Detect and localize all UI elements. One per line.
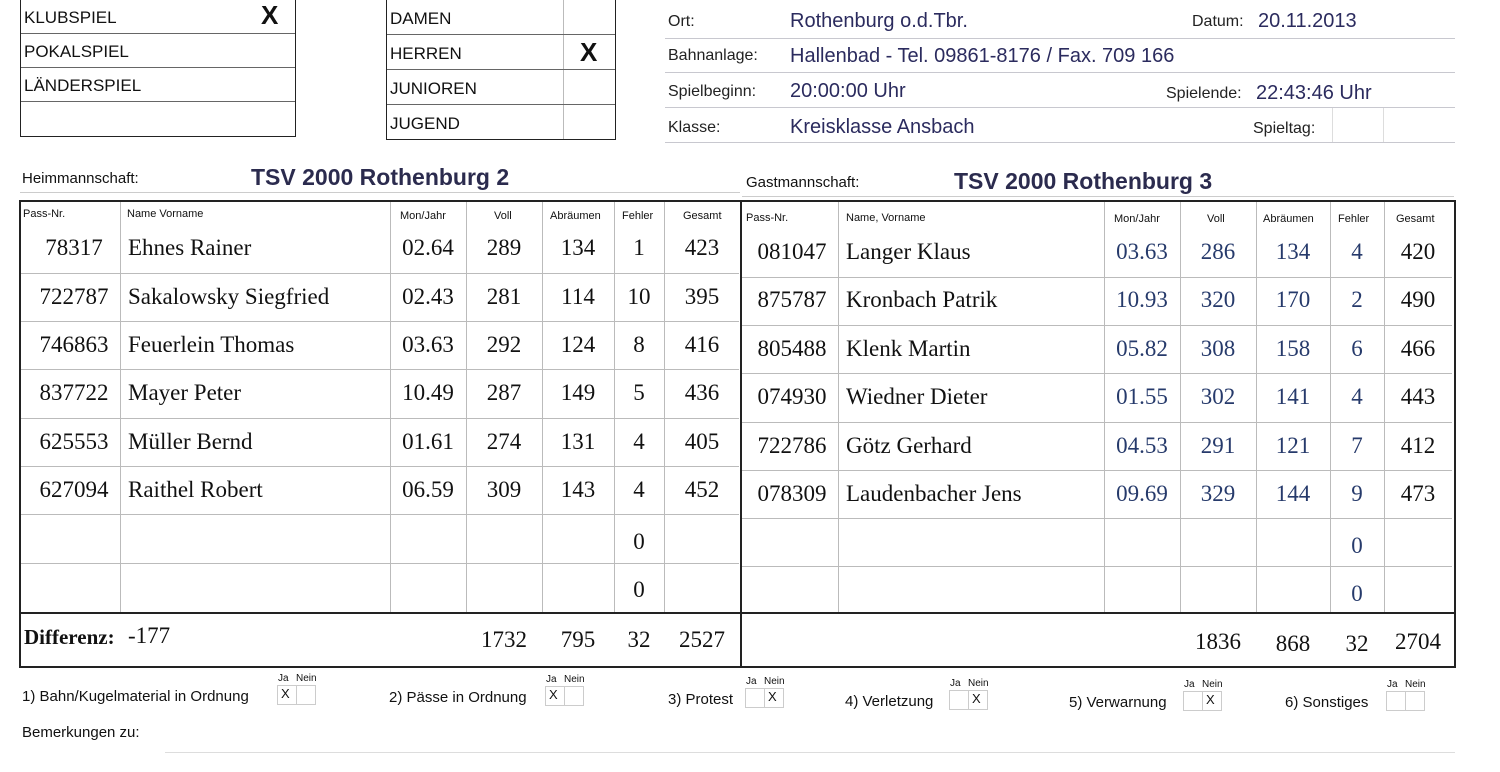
guest-team-label: Gastmannschaft: (746, 174, 860, 191)
home-header-gesamt: Gesamt (683, 210, 722, 222)
checklist-ja-header: Ja (278, 673, 289, 684)
home-cell-gesamt: 423 (684, 235, 720, 260)
home-cell-mon: 06.59 (402, 477, 454, 502)
home-cell-voll: 287 (486, 380, 522, 405)
guest-cell-abr: 121 (1275, 433, 1311, 458)
guest-cell-gesamt: 420 (1400, 239, 1436, 264)
guest-cell-pass: 722786 (757, 433, 827, 458)
guest-cell-fehler: 4 (1351, 384, 1363, 409)
checklist-ja-checkbox[interactable] (1386, 691, 1406, 711)
category-label: JUGEND (390, 114, 460, 133)
ort-label: Ort: (668, 13, 695, 30)
checklist-nein-mark: X (1206, 692, 1215, 707)
home-cell-gesamt: 416 (684, 332, 720, 357)
home-total-fehler: 32 (627, 627, 651, 652)
checklist-ja-mark: X (549, 687, 558, 702)
home-cell-fehler: 0 (633, 529, 645, 554)
home-cell-pass: 627094 (39, 477, 109, 502)
guest-cell-voll: 329 (1200, 481, 1236, 506)
home-cell-fehler: 5 (633, 380, 645, 405)
home-cell-pass: 746863 (39, 332, 109, 357)
guest-total-fehler: 32 (1345, 631, 1369, 656)
checklist-ja-header: Ja (746, 676, 757, 687)
row-line (742, 470, 1452, 471)
game-type-label: POKALSPIEL (24, 42, 129, 61)
row-line (742, 518, 1452, 519)
guest-cell-pass: 805488 (757, 336, 827, 361)
checklist-label: 5) Verwarnung (1069, 694, 1167, 711)
row-line (742, 373, 1452, 374)
home-cell-abr: 134 (560, 235, 596, 260)
guest-header-fehler: Fehler (1338, 213, 1370, 225)
game-type-check-mark: X (261, 0, 279, 30)
guest-cell-fehler: 2 (1351, 287, 1363, 312)
info-rule (665, 72, 1455, 73)
column-line (542, 202, 543, 612)
guest-cell-mon: 09.69 (1116, 481, 1168, 506)
home-cell-gesamt: 405 (684, 429, 720, 454)
checklist-label: 3) Protest (668, 691, 734, 708)
home-cell-abr: 131 (560, 429, 596, 454)
category-row-jugend[interactable] (387, 105, 615, 137)
home-cell-pass: 837722 (39, 380, 109, 405)
guest-cell-voll: 291 (1200, 433, 1236, 458)
checklist-ja-header: Ja (546, 674, 557, 685)
totals-divider (19, 612, 1454, 614)
guest-header-name: Name, Vorname (846, 212, 926, 224)
spielbeginn-value[interactable]: 20:00:00 Uhr (790, 80, 906, 102)
home-header-fehler: Fehler (622, 210, 654, 222)
checklist-nein-header: Nein (296, 673, 317, 684)
home-cell-abr: 143 (560, 477, 596, 502)
checklist-nein-mark: X (972, 691, 981, 706)
row-line (21, 321, 739, 322)
guest-header-mon: Mon/Jahr (1114, 213, 1160, 225)
home-cell-mon: 02.64 (402, 235, 454, 260)
column-line (466, 202, 467, 612)
column-line (120, 202, 121, 612)
bemerkungen-line[interactable] (165, 752, 1455, 753)
home-header-mon: Mon/Jahr (400, 210, 446, 222)
home-cell-pass: 625553 (39, 429, 109, 454)
home-cell-fehler: 4 (633, 477, 645, 502)
guest-cell-voll: 320 (1200, 287, 1236, 312)
home-header-abr: Abräumen (550, 210, 601, 222)
home-cell-pass: 722787 (39, 284, 109, 309)
home-cell-pass: 78317 (45, 235, 103, 260)
row-line (21, 563, 739, 564)
checklist-nein-header: Nein (1405, 679, 1426, 690)
checklist-nein-checkbox[interactable] (564, 686, 584, 706)
home-cell-mon: 02.43 (402, 284, 454, 309)
row-line (21, 514, 739, 515)
guest-cell-name: Kronbach Patrik (846, 287, 998, 312)
home-total-abr: 795 (560, 627, 596, 652)
guest-cell-abr: 170 (1275, 287, 1311, 312)
checklist-ja-mark: X (281, 686, 290, 701)
guest-header-abr: Abräumen (1263, 213, 1314, 225)
guest-cell-pass: 875787 (757, 287, 827, 312)
guest-cell-name: Laudenbacher Jens (846, 481, 1022, 506)
home-header-pass: Pass-Nr. (23, 208, 66, 220)
home-cell-fehler: 10 (627, 284, 651, 309)
spieltag-field[interactable] (1332, 108, 1384, 142)
guest-header-voll: Voll (1207, 213, 1225, 225)
checklist-nein-checkbox[interactable] (296, 685, 316, 705)
row-line (21, 418, 739, 419)
home-cell-mon: 01.61 (402, 429, 454, 454)
spielende-value[interactable]: 22:43:46 Uhr (1256, 82, 1372, 104)
game-type-label: KLUBSPIEL (24, 8, 117, 27)
home-cell-name: Ehnes Rainer (128, 235, 252, 260)
home-cell-fehler: 0 (633, 577, 645, 602)
guest-cell-pass: 081047 (757, 239, 827, 264)
guest-cell-name: Langer Klaus (846, 239, 971, 264)
info-rule (665, 38, 1455, 39)
checklist-ja-header: Ja (950, 678, 961, 689)
home-cell-abr: 124 (560, 332, 596, 357)
guest-cell-fehler: 0 (1351, 581, 1363, 606)
guest-cell-fehler: 7 (1351, 433, 1363, 458)
spieltag-label: Spieltag: (1253, 120, 1316, 137)
guest-cell-abr: 144 (1275, 481, 1311, 506)
home-total-gesamt: 2527 (679, 627, 725, 652)
team-rule (742, 196, 1454, 197)
guest-cell-pass: 074930 (757, 384, 827, 409)
guest-cell-fehler: 4 (1351, 239, 1363, 264)
row-line (742, 277, 1452, 278)
column-line (664, 202, 665, 612)
home-total-voll: 1732 (481, 627, 527, 652)
guest-cell-fehler: 0 (1351, 533, 1363, 558)
guest-cell-name: Wiedner Dieter (846, 384, 988, 409)
guest-cell-gesamt: 443 (1400, 384, 1436, 409)
category-box (386, 0, 616, 140)
guest-cell-mon: 04.53 (1116, 433, 1168, 458)
checklist-ja-header: Ja (1387, 679, 1398, 690)
bahnanlage-label: Bahnanlage: (668, 47, 758, 64)
category-label: HERREN (390, 44, 462, 63)
checklist-ja-header: Ja (1184, 679, 1195, 690)
bemerkungen-label: Bemerkungen zu: (22, 724, 140, 741)
klasse-value[interactable]: Kreisklasse Ansbach (790, 116, 975, 138)
guest-header-gesamt: Gesamt (1396, 213, 1435, 225)
home-cell-gesamt: 395 (684, 284, 720, 309)
checklist-nein-checkbox[interactable] (1405, 691, 1425, 711)
guest-cell-name: Götz Gerhard (846, 433, 972, 458)
home-header-name: Name Vorname (127, 208, 204, 220)
home-cell-mon: 03.63 (402, 332, 454, 357)
ort-value[interactable]: Rothenburg o.d.Tbr. (790, 10, 968, 32)
guest-total-abr: 868 (1275, 631, 1311, 656)
category-row-junioren[interactable] (387, 70, 615, 105)
guest-cell-pass: 078309 (757, 481, 827, 506)
category-label: JUNIOREN (390, 79, 477, 98)
home-cell-voll: 289 (486, 235, 522, 260)
guest-cell-voll: 302 (1200, 384, 1236, 409)
spielende-label: Spielende: (1166, 85, 1242, 102)
guest-cell-mon: 03.63 (1116, 239, 1168, 264)
team-divider (740, 200, 742, 666)
checklist-ja-checkbox[interactable] (949, 690, 969, 710)
category-check-mark: X (580, 37, 598, 67)
checklist-label: 6) Sonstiges (1285, 694, 1369, 711)
guest-cell-gesamt: 473 (1400, 481, 1436, 506)
home-team-label: Heimmannschaft: (22, 170, 139, 187)
home-cell-name: Müller Bernd (128, 429, 253, 454)
guest-cell-voll: 286 (1200, 239, 1236, 264)
home-cell-name: Raithel Robert (128, 477, 263, 502)
row-line (21, 369, 739, 370)
guest-cell-name: Klenk Martin (846, 336, 971, 361)
game-type-row-laenderspiel[interactable] (21, 68, 295, 102)
home-cell-gesamt: 436 (684, 380, 720, 405)
category-row-herren[interactable] (387, 35, 615, 70)
home-cell-voll: 309 (486, 477, 522, 502)
home-cell-fehler: 4 (633, 429, 645, 454)
guest-cell-mon: 10.93 (1116, 287, 1168, 312)
guest-team-name[interactable]: TSV 2000 Rothenburg 3 (954, 168, 1213, 194)
differenz-label: Differenz: (24, 625, 115, 649)
row-line (21, 466, 739, 467)
differenz-value: -177 (128, 623, 171, 648)
game-type-row-klubspiel[interactable] (21, 0, 295, 34)
guest-cell-abr: 134 (1275, 239, 1311, 264)
team-rule (20, 192, 740, 193)
guest-total-voll: 1836 (1195, 629, 1241, 654)
home-cell-voll: 292 (486, 332, 522, 357)
home-cell-abr: 149 (560, 380, 596, 405)
home-cell-name: Mayer Peter (128, 380, 242, 405)
checklist-nein-mark: X (768, 689, 777, 704)
home-cell-name: Sakalowsky Siegfried (128, 284, 330, 309)
bahnanlage-value[interactable]: Hallenbad - Tel. 09861-8176 / Fax. 709 166 (790, 45, 1175, 67)
guest-cell-mon: 05.82 (1116, 336, 1168, 361)
category-label: DAMEN (390, 9, 452, 28)
info-rule (665, 142, 1455, 143)
guest-cell-gesamt: 490 (1400, 287, 1436, 312)
klasse-label: Klasse: (668, 119, 721, 136)
home-header-voll: Voll (494, 210, 512, 222)
home-cell-gesamt: 452 (684, 477, 720, 502)
category-row-damen[interactable] (387, 0, 615, 35)
guest-cell-gesamt: 412 (1400, 433, 1436, 458)
home-cell-voll: 281 (486, 284, 522, 309)
game-type-box (20, 0, 296, 137)
guest-total-gesamt: 2704 (1395, 629, 1441, 654)
row-line (21, 273, 739, 274)
checklist-label: 4) Verletzung (845, 693, 934, 710)
home-team-name[interactable]: TSV 2000 Rothenburg 2 (251, 164, 510, 190)
home-cell-name: Feuerlein Thomas (128, 332, 295, 357)
spielbeginn-label: Spielbeginn: (668, 83, 757, 100)
guest-header-pass: Pass-Nr. (746, 212, 789, 224)
guest-cell-abr: 158 (1275, 336, 1311, 361)
column-line (838, 202, 839, 612)
row-line (742, 422, 1452, 423)
checklist-label: 2) Pässe in Ordnung (389, 689, 527, 706)
guest-cell-mon: 01.55 (1116, 384, 1168, 409)
row-line (742, 325, 1452, 326)
datum-value[interactable]: 20.11.2013 (1258, 10, 1357, 32)
home-cell-abr: 114 (561, 284, 595, 309)
checklist-nein-header: Nein (564, 674, 585, 685)
checklist-nein-header: Nein (764, 676, 785, 687)
game-type-label: LÄNDERSPIEL (24, 76, 142, 95)
game-type-row-pokalspiel[interactable] (21, 34, 295, 68)
guest-cell-voll: 308 (1200, 336, 1236, 361)
home-cell-fehler: 1 (633, 235, 645, 260)
row-line (742, 566, 1452, 567)
checklist-label: 1) Bahn/Kugelmaterial in Ordnung (22, 688, 249, 705)
home-cell-fehler: 8 (633, 332, 645, 357)
home-cell-mon: 10.49 (402, 380, 454, 405)
checklist-nein-header: Nein (968, 678, 989, 689)
checklist-nein-header: Nein (1202, 679, 1223, 690)
guest-cell-abr: 141 (1275, 384, 1311, 409)
checklist-ja-checkbox[interactable] (1183, 691, 1203, 711)
guest-cell-fehler: 6 (1351, 336, 1363, 361)
datum-label: Datum: (1192, 13, 1244, 30)
guest-cell-gesamt: 466 (1400, 336, 1436, 361)
column-line (390, 202, 391, 612)
guest-cell-fehler: 9 (1351, 481, 1363, 506)
home-cell-voll: 274 (486, 429, 522, 454)
checklist-ja-checkbox[interactable] (745, 688, 765, 708)
